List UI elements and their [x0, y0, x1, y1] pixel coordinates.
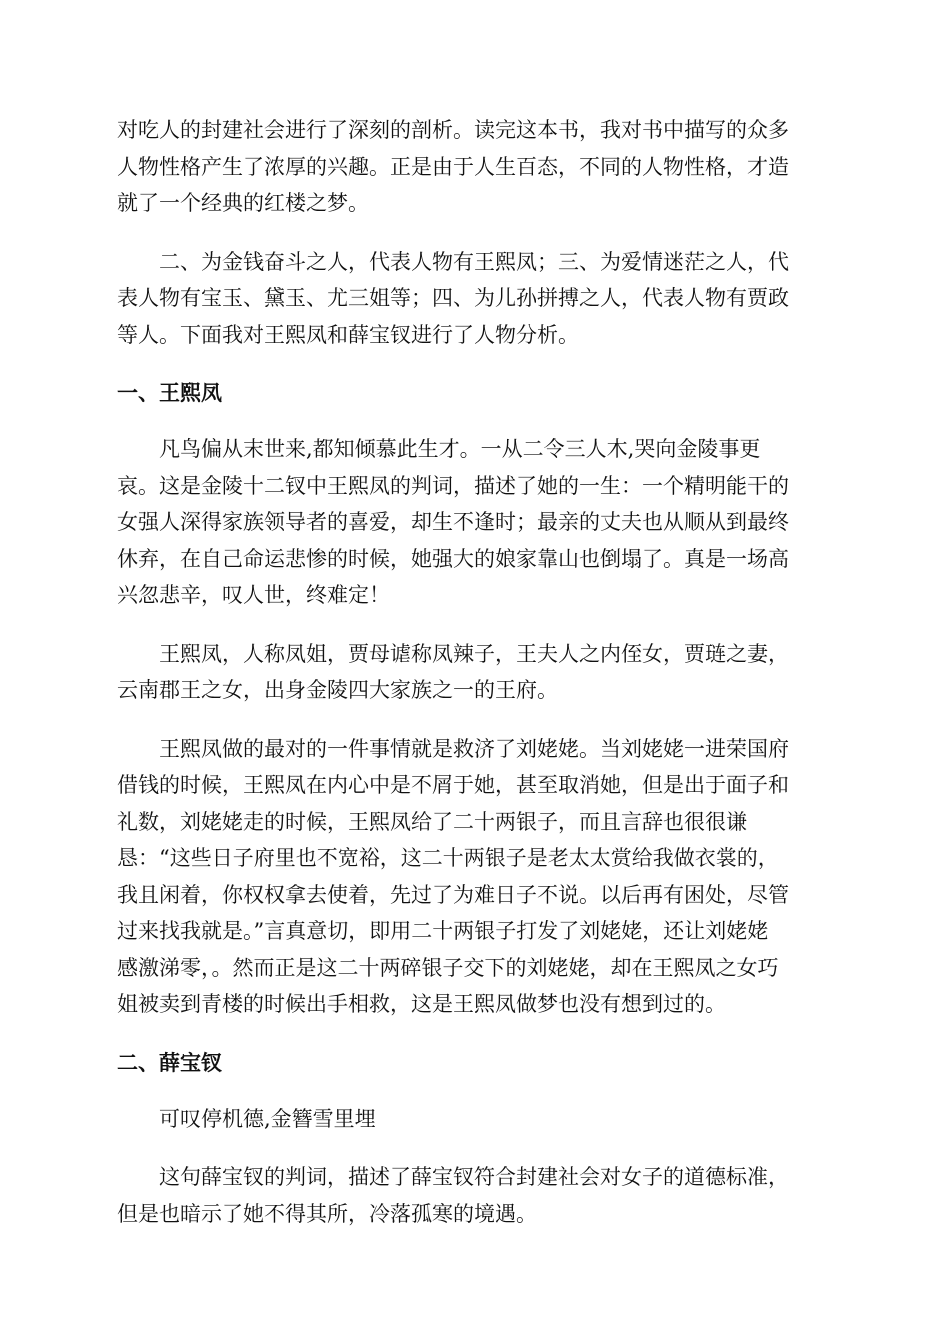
paragraph-line: 表人物有宝玉、黛玉、尤三姐等；四、为儿孙拼搏之人，代表人物有贾政 — [117, 286, 789, 310]
paragraph-line: 过来找我就是。”言真意切，即用二十两银子打发了刘姥姥，还让刘姥姥 — [117, 919, 769, 943]
paragraph-xue-baochai-verse — [117, 1101, 833, 1138]
paragraph-line: 兴忽悲辛，叹人世，终难定！ — [117, 583, 390, 607]
paragraph-line: 姐被卖到青楼的时候出手相救，这是王熙凤做梦也没有想到过的。 — [117, 992, 726, 1016]
paragraph-line: 这句薛宝钗的判词，描述了薛宝钗符合封建社会对女子的道德标准， — [159, 1165, 789, 1189]
paragraph-character-types — [117, 244, 833, 354]
paragraph-wang-xifeng-identity — [117, 636, 833, 709]
paragraph-line: 借钱的时候，王熙凤在内心中是不屑于她，甚至取消她，但是出于面子和 — [117, 773, 789, 797]
section-heading-xue-baochai: 二、薛宝钗 — [117, 1050, 222, 1075]
paragraph-xue-baochai-analysis — [117, 1159, 833, 1232]
paragraph-line: 休弃，在自己命运悲惨的时候，她强大的娘家靠山也倒塌了。真是一场高 — [117, 546, 789, 571]
section-heading-wang-xifeng: 一、王熙凤 — [117, 381, 222, 405]
paragraph-line: 云南郡王之女，出身金陵四大家族之一的王府。 — [117, 678, 558, 702]
paragraph-line: 礼数，刘姥姥走的时候，王熙凤给了二十两银子，而且言辞也很很谦 — [117, 809, 747, 834]
document-body — [117, 112, 833, 1254]
paragraph-line: 王熙凤做的最对的一件事情就是救济了刘姥姥。当刘姥姥一进荣国府 — [159, 736, 789, 761]
paragraph-line: 就了一个经典的红楼之梦。 — [117, 191, 369, 215]
paragraph-wang-xifeng-liu-laolao — [117, 731, 833, 1023]
paragraph-line: 对吃人的封建社会进行了深刻的剖析。读完这本书，我对书中描写的众多 — [117, 118, 789, 142]
paragraph-line: 凡鸟偏从末世来,都知倾慕此生才。一从二令三人木,哭向金陵事更 — [159, 437, 761, 461]
paragraph-intro-continued — [117, 112, 833, 222]
paragraph-line: 王熙凤，人称凤姐，贾母谑称凤辣子，王夫人之内侄女，贾琏之妻， — [159, 641, 789, 666]
paragraph-line: 我且闲着，你权权拿去使着，先过了为难日子不说。以后再有困处，尽管 — [117, 882, 789, 907]
paragraph-line: 但是也暗示了她不得其所，冷落孤寒的境遇。 — [117, 1201, 537, 1226]
paragraph-line: 哀。这是金陵十二钗中王熙凤的判词，描述了她的一生：一个精明能干的 — [117, 473, 789, 498]
paragraph-line: 可叹停机德,金簪雪里埋 — [159, 1106, 376, 1131]
paragraph-line: 女强人深得家族领导者的喜爱，却生不逢时；最亲的丈夫也从顺从到最终 — [117, 510, 789, 534]
paragraph-line: 二、为金钱奋斗之人，代表人物有王熙凤；三、为爱情迷茫之人，代 — [159, 249, 789, 274]
paragraph-line: 等人。下面我对王熙凤和薛宝钗进行了人物分析。 — [117, 322, 579, 347]
paragraph-line: 人物性格产生了浓厚的兴趣。正是由于人生百态，不同的人物性格，才造 — [117, 154, 789, 179]
paragraph-line: 感激涕零，。然而正是这二十两碎银子交下的刘姥姥，却在王熙凤之女巧 — [117, 955, 779, 980]
paragraph-line: 恳：“这些日子府里也不宽裕，这二十两银子是老太太赏给我做衣裳的， — [117, 846, 779, 870]
paragraph-wang-xifeng-verdict — [117, 431, 833, 614]
